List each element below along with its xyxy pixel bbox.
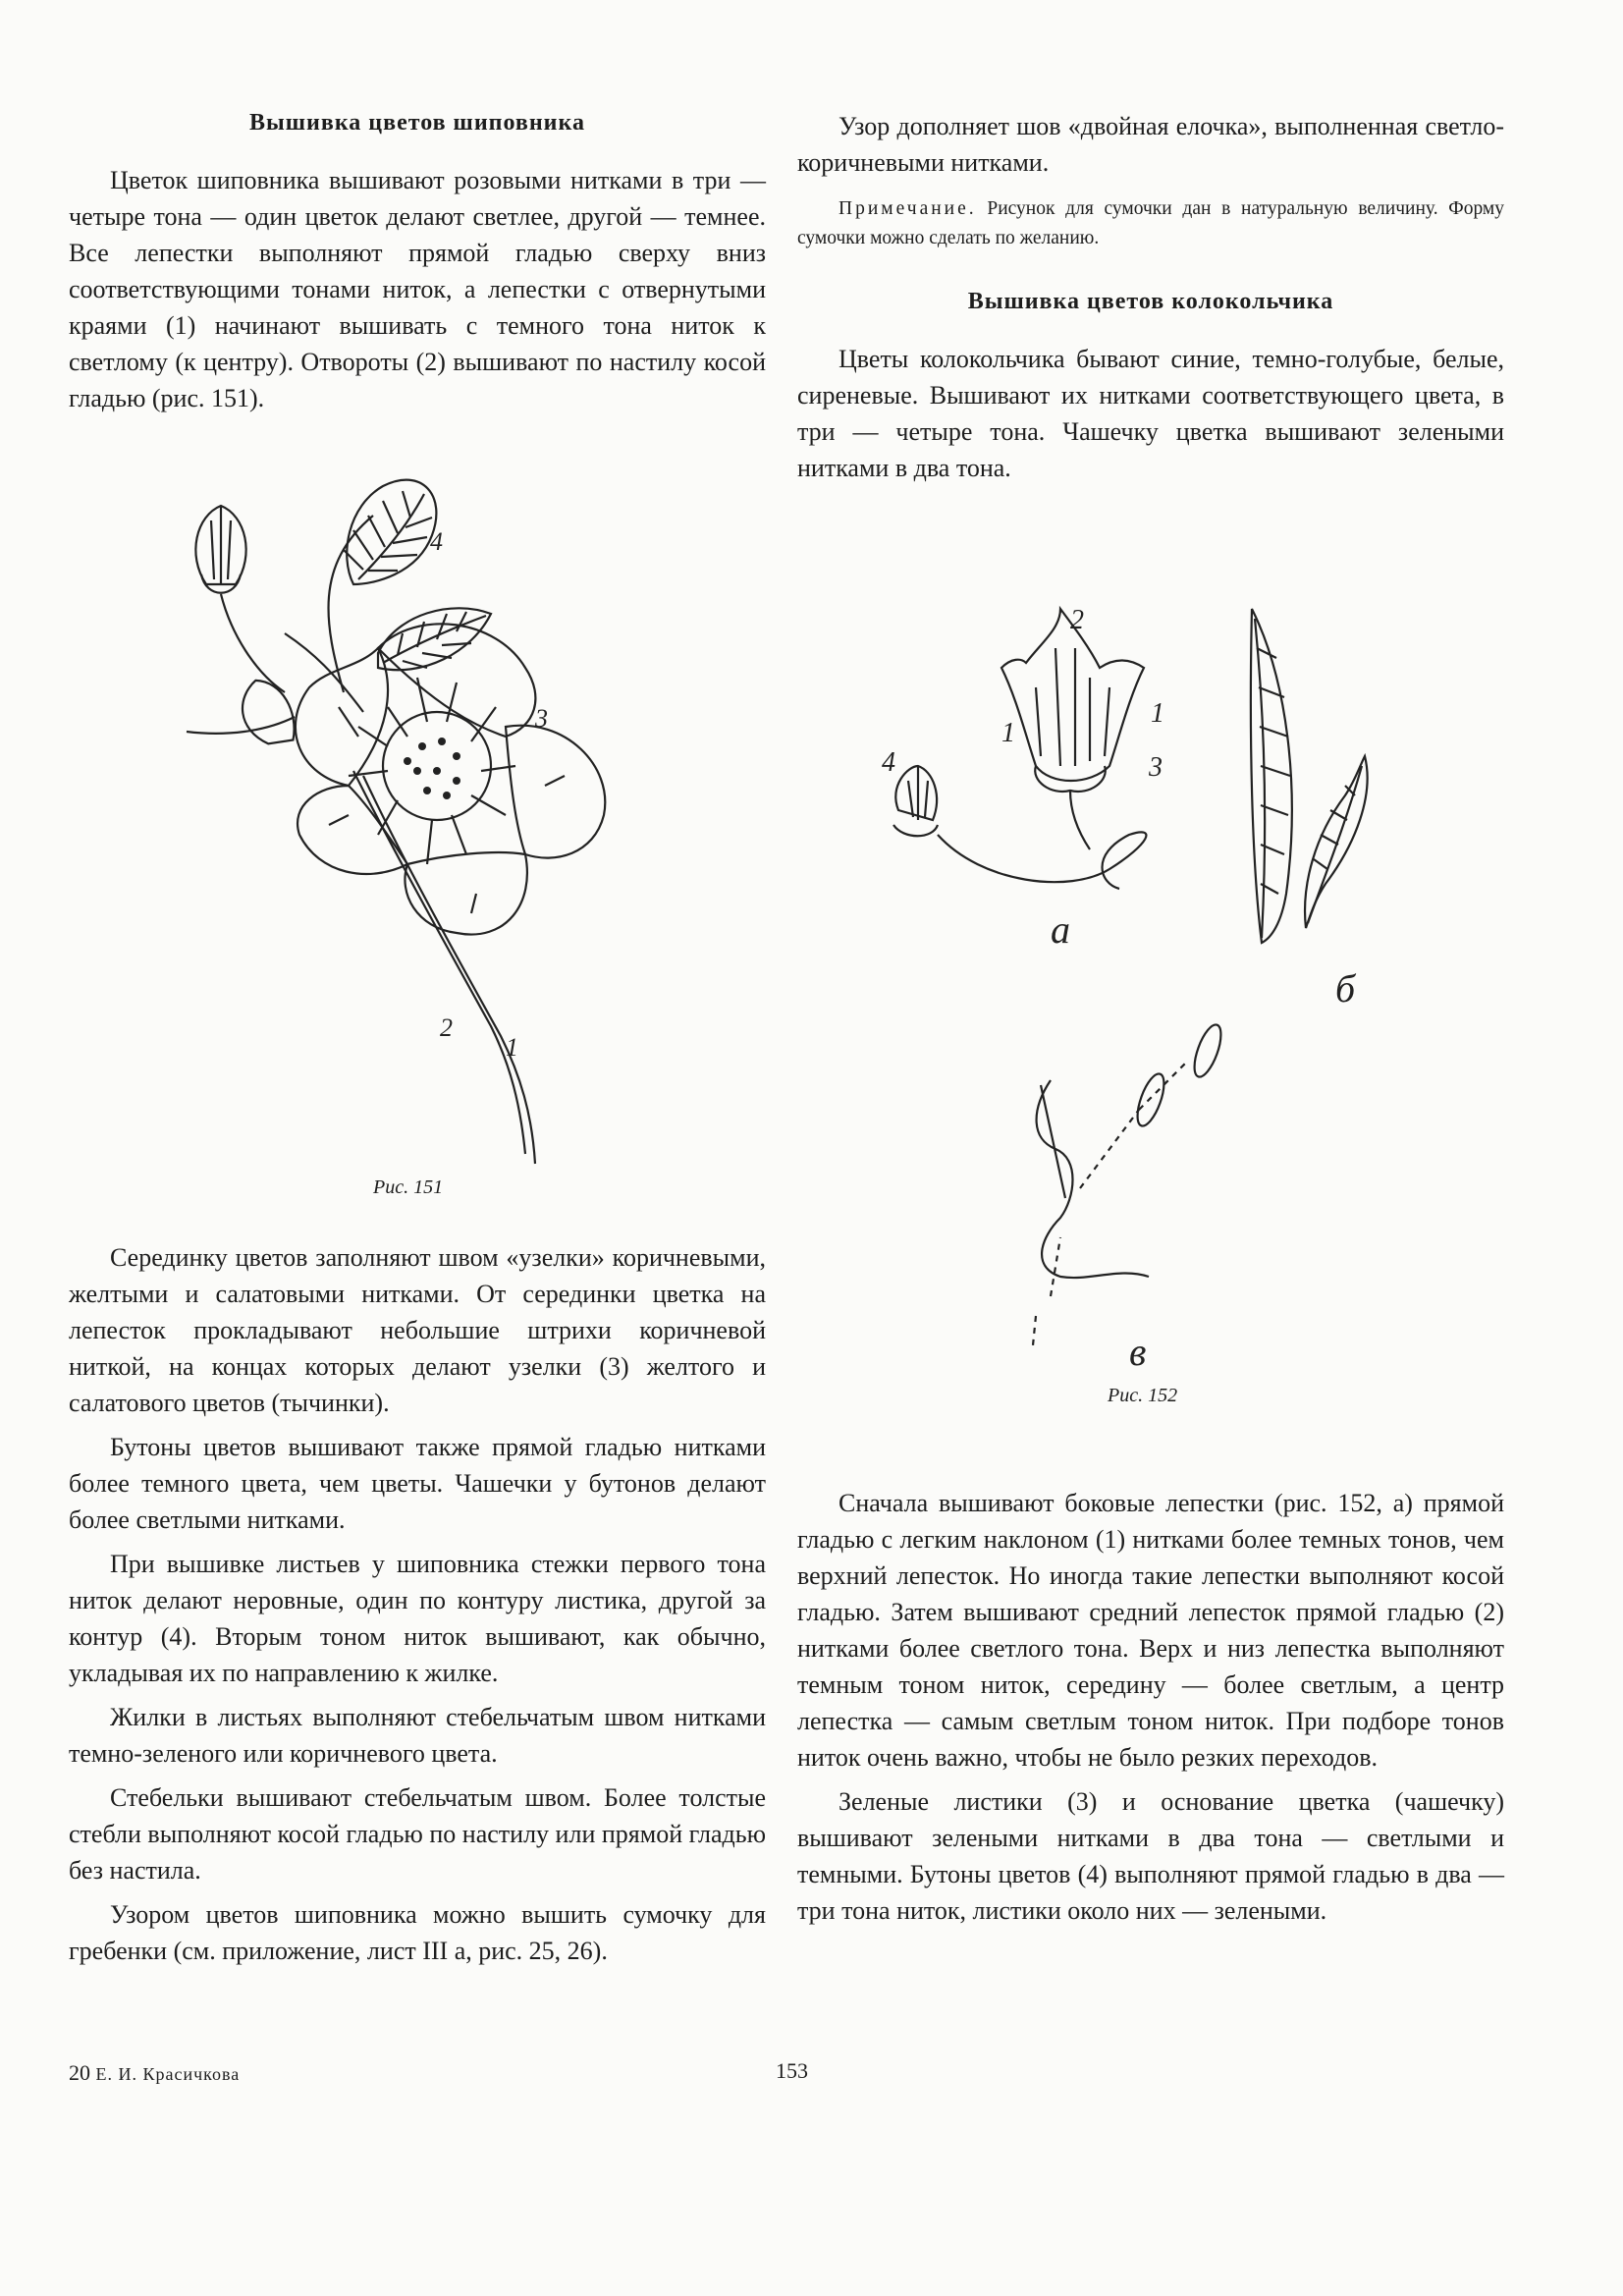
paragraph-rosehip-center: Серединку цветов заполняют швом «узелки» коричневыми, желтыми и салатовыми нитками. От серединки цветка на лепесток прокладывают небольшие штрихи коричневой ниткой, на концах которых делают узелки (3) желтого и салатового цветов (тычинки). bbox=[69, 1243, 766, 1417]
fig152-caption: Рис. 152 bbox=[1108, 1385, 1178, 1406]
bellflower-a bbox=[1001, 609, 1144, 849]
paragraph-double-herringbone: Узор дополняет шов «двойная елочка», выполненная светло-коричневыми нитками. bbox=[797, 112, 1504, 177]
signature-number: 20 bbox=[69, 2060, 90, 2085]
fig152-label-4: 4 bbox=[882, 747, 895, 778]
fig151-label-3: 3 bbox=[535, 704, 548, 733]
note-paragraph bbox=[797, 194, 1504, 253]
paragraph-rosehip-veins: Жилки в листьях выполняют стебельчатым швом нитками темно-зеленого или коричневого цвета. bbox=[69, 1703, 766, 1768]
fig152-label-a: а bbox=[1051, 907, 1070, 952]
paragraph-bellflower-petals: Сначала вышивают боковые лепестки (рис. 152, а) прямой гладью с легким наклоном (1) нитками более темных тонов, чем верхний лепесток. Но иногда такие лепестки выполняют косой гладью. Затем вышивают средний лепесток прямой гладью (2) нитками более светлого тона. Верх и низ лепестка выполняют темным тоном ниток, середину — более светлым, а центр лепестка — самым светлым тоном ниток. При подборе тонов ниток очень важно, чтобы не было резких переходов. bbox=[797, 1489, 1504, 1772]
fig152-label-b: б bbox=[1335, 966, 1356, 1011]
rosehip-flower bbox=[296, 624, 605, 934]
paragraph-rosehip-intro: Цветок шиповника вышивают розовыми нитками в три — четыре тона — один цветок делают светлее, другой — темнее. Все лепестки выполняют прямой гладью сверху вниз соответствующими тонами ниток, а лепестки с отвернутыми краями (1) начинают вышивать с темного тона ниток к светлому (к центру). Отвороты (2) вышивают по настилу косой гладью (рис. 151). bbox=[69, 166, 766, 412]
fig152-label-1b: 1 bbox=[1151, 698, 1164, 729]
left-column-lower bbox=[69, 1239, 766, 1969]
fig152-label-3: 3 bbox=[1149, 752, 1163, 783]
section-title-bellflower: Вышивка цветов колокольчика bbox=[967, 289, 1334, 314]
section-title-rosehip: Вышивка цветов шиповника bbox=[249, 110, 585, 136]
second-leaf bbox=[378, 608, 491, 670]
fig151-label-2: 2 bbox=[440, 1013, 453, 1042]
page-number: 153 bbox=[776, 2058, 808, 2083]
bellflower-bud-4 bbox=[893, 766, 1146, 889]
paragraph-rosehip-leaves: При вышивке листьев у шиповника стежки первого тона ниток делают неровные, один по контуру листика, другой за контур (4). Вторым тоном ниток вышивают, как обычно, укладывая их по направлению к жилке. bbox=[69, 1550, 766, 1687]
left-column bbox=[69, 110, 766, 416]
paragraph-rosehip-buds: Бутоны цветов вышивают также прямой гладью нитками более темного цвета, чем цветы. Чашечки у бутонов делают более светлыми нитками. bbox=[69, 1433, 766, 1534]
note-label: Примечание. bbox=[839, 198, 977, 219]
bellflower-leaf-b1 bbox=[1251, 609, 1292, 943]
fig152-label-v: в bbox=[1129, 1330, 1147, 1374]
bellflower-leaf-b2 bbox=[1305, 756, 1368, 928]
fig152-label-2: 2 bbox=[1070, 605, 1084, 635]
rosehip-figure bbox=[167, 476, 668, 1183]
note-text: Рисунок для сумочки дан в натуральную величину. Форму сумочки можно сделать по желанию. bbox=[797, 198, 1504, 248]
paragraph-rosehip-pattern: Узором цветов шиповника можно вышить сумочку для гребенки (см. приложение, лист III а, рис. 25, 26). bbox=[69, 1900, 766, 1965]
footer-signature bbox=[69, 2060, 240, 2086]
upper-bud bbox=[195, 506, 245, 593]
fig151-label-1: 1 bbox=[506, 1033, 518, 1062]
right-column-lower bbox=[797, 1485, 1504, 1929]
bellflower-stitch-v bbox=[1033, 1021, 1226, 1345]
fig151-label-4: 4 bbox=[430, 527, 443, 556]
paragraph-rosehip-stems: Стебельки вышивают стебельчатым швом. Более толстые стебли выполняют косой гладью по настилу или прямой гладью без настила. bbox=[69, 1783, 766, 1885]
fig152-label-1a: 1 bbox=[1001, 718, 1015, 748]
paragraph-bellflower-intro: Цветы колокольчика бывают синие, темно-голубые, белые, сиреневые. Вышивают их нитками соответствующего цвета, в три — четыре тона. Чашечку цветка вышивают зелеными нитками в два тона. bbox=[797, 345, 1504, 482]
main-stem bbox=[353, 771, 525, 1154]
signature-author: Е. И. Красичкова bbox=[95, 2064, 241, 2084]
right-column bbox=[797, 108, 1504, 486]
fig151-caption: Рис. 151 bbox=[373, 1176, 444, 1198]
bellflower-figure bbox=[864, 589, 1434, 1404]
paragraph-bellflower-leaves: Зеленые листики (3) и основание цветка (чашечку) вышивают зелеными нитками в два тона — светлыми и темными. Бутоны цветов (4) выполняют прямой гладью в два — три тона ниток, листики около них — зелеными. bbox=[797, 1787, 1504, 1925]
lower-bud bbox=[233, 673, 300, 753]
